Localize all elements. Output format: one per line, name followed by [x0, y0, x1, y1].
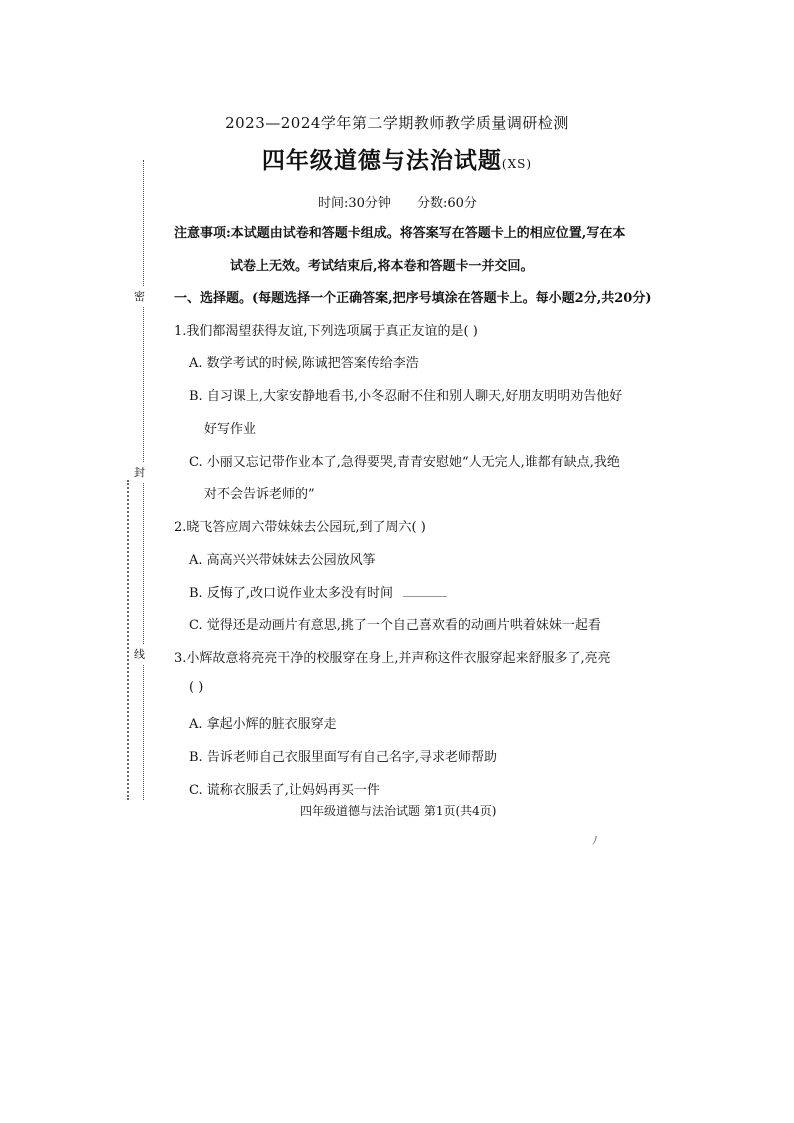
- exam-title-tag: (XS): [501, 157, 533, 171]
- stray-mark: ﾉ: [592, 834, 598, 847]
- exam-title-text: 四年级道德与法治试题: [261, 147, 502, 174]
- q1-option-b-line2: 好写作业: [204, 422, 257, 437]
- exam-header: 2023—2024学年第二学期教师教学质量调研检测: [225, 114, 569, 132]
- notice-line-1: 注意事项:本试题由试卷和答题卡组成。将答案写在答题卡上的相应位置,写在本: [174, 226, 626, 241]
- exam-title: [0, 142, 794, 175]
- q1-stem: 1.我们都渴望获得友谊,下列选项属于真正友谊的是( ): [174, 324, 478, 339]
- binding-label-xian: 线: [134, 644, 145, 664]
- q1-option-a: A. 数学考试的时候,陈诚把答案传给李浩: [189, 356, 419, 371]
- section1-heading: 一、选择题。(每题选择一个正确答案,把序号填涂在答题卡上。每小题2分,共20分): [174, 291, 652, 306]
- q2-option-b: [189, 582, 447, 601]
- exam-time: 时间:30分钟: [318, 196, 391, 211]
- q2-option-c: C. 觉得还是动画片有意思,挑了一个自己喜欢看的动画片哄着妹妹一起看: [189, 618, 601, 633]
- page-footer: 四年级道德与法治试题 第1页(共4页): [300, 804, 497, 818]
- q3-stem-line1: 3.小辉故意将亮亮干净的校服穿在身上,并声称这件衣服穿起来舒服多了,亮亮: [174, 651, 611, 666]
- exam-meta: [318, 192, 477, 211]
- q3-option-b: B. 告诉老师自己衣服里面写有自己名字,寻求老师帮助: [189, 750, 497, 765]
- q2-option-b-text: B. 反悔了,改口说作业太多没有时间: [189, 586, 393, 601]
- smudge-line: [403, 586, 447, 597]
- q3-option-a: A. 拿起小辉的脏衣服穿走: [189, 717, 337, 732]
- exam-score: 分数:60分: [416, 196, 477, 211]
- q1-option-c-line2: 对不会告诉老师的”: [204, 487, 315, 502]
- binding-dotted-line-inner: [127, 480, 129, 800]
- notice-line-2: 试卷上无效。考试结束后,将本卷和答题卡一并交回。: [230, 259, 534, 274]
- binding-label-feng: 封: [134, 462, 145, 482]
- q2-stem: 2.晓飞答应周六带妹妹去公园玩,到了周六( ): [174, 520, 426, 535]
- q1-option-c-line1: C. 小丽又忘记带作业本了,急得要哭,青青安慰她“人无完人,谁都有缺点,我绝: [189, 455, 620, 470]
- q3-option-c: C. 谎称衣服丢了,让妈妈再买一件: [189, 783, 380, 798]
- q2-option-a: A. 高高兴兴带妹妹去公园放风筝: [189, 553, 376, 568]
- binding-label-mi: 密: [134, 286, 145, 306]
- q1-option-b-line1: B. 自习课上,大家安静地看书,小冬忍耐不住和别人聊天,好朋友明明劝告他好: [189, 389, 623, 404]
- q3-stem-line2: ( ): [189, 680, 204, 695]
